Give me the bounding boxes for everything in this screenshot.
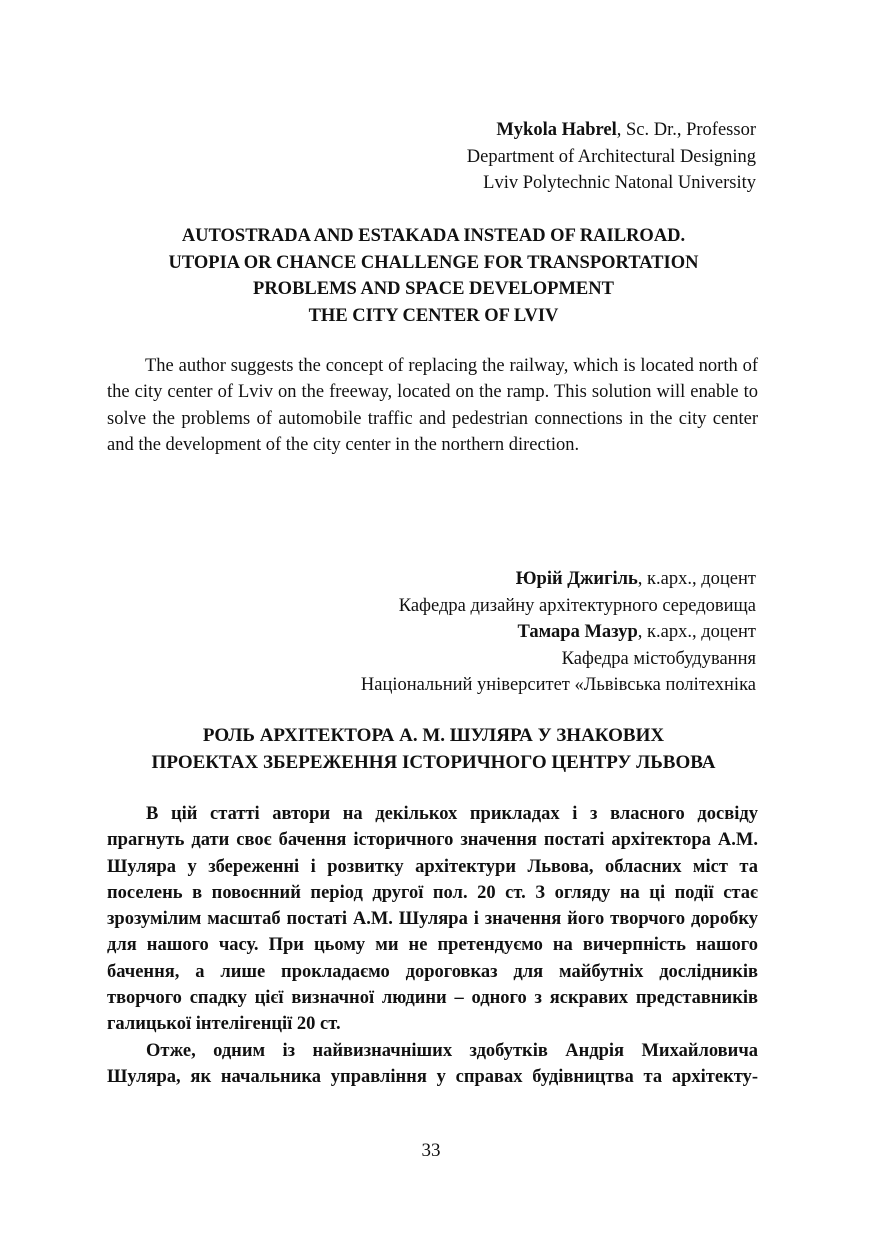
article1-author-block bbox=[156, 117, 756, 197]
article2-paragraph: Отже, одним із найвизначніших здобутків Андрія Михайловича Шуляра, як начальника управління у справах будівництва та архітекту- bbox=[107, 1040, 758, 1087]
article1-title bbox=[108, 223, 759, 329]
article2-title-line: РОЛЬ АРХІТЕКТОРА А. М. ШУЛЯРА У ЗНАКОВИХ bbox=[202, 725, 665, 746]
article1-title-line: THE CITY CENTER OF LVIV bbox=[308, 305, 559, 326]
article2-author2-title: , к.арх., доцент bbox=[637, 622, 756, 642]
article2-author1-line bbox=[106, 566, 756, 593]
article1-author-title: , Sc. Dr., Professor bbox=[616, 120, 756, 140]
article2-title bbox=[108, 722, 759, 776]
article2-paragraph: В цій статті автори на декількох прикладах і з власного досвіду прагнуть дати своє бачення історичного значення постаті архітектора А.М. Шуляра у збереженні і розвитку архітектури Львова, обласних міст та поселень в повоєнний період другої пол. 20 ст. З огляду на ці події стає зрозумілим масштаб постаті А.М. Шуляра і значення його творчого доробку для нашого часу. При цьому ми не претендуємо на вичерпність нашого бачення, а лише прокладаємо дороговказ для майбутніх дослідників творчого спадку цієї визначної людини – одного з яскравих представників галицької інтелігенції 20 ст. bbox=[107, 804, 758, 1035]
article1-abstract-text: The author suggests the concept of replacing the railway, which is located north of the city center of Lviv on the freeway, located on the ramp. This solution will enable to solve the problems of automobile traffic and pedestrian connections in the city center and the development of the city center in the northern direction. bbox=[107, 356, 758, 456]
article2-body bbox=[107, 801, 758, 1090]
article1-title-line: PROBLEMS AND SPACE DEVELOPMENT bbox=[253, 279, 614, 299]
article2-author1-department: Кафедра дизайну архітектурного середовища bbox=[398, 595, 756, 616]
article2-author2-department: Кафедра містобудування bbox=[561, 648, 756, 669]
article1-department: Department of Architectural Designing bbox=[466, 146, 756, 167]
article2-author2-line bbox=[106, 619, 756, 646]
article2-author-block bbox=[106, 566, 756, 699]
article1-title-line: UTOPIA OR CHANCE CHALLENGE FOR TRANSPORTATION bbox=[168, 252, 699, 273]
article2-university: Національний університет «Львівська політехніка bbox=[360, 675, 756, 695]
article2-author2-name: Тамара Мазур bbox=[517, 622, 638, 642]
article1-title-line: AUTOSTRADA AND ESTAKADA INSTEAD OF RAILROAD. bbox=[181, 226, 686, 246]
article1-author-line bbox=[156, 117, 756, 144]
article1-university: Lviv Polytechnic Natonal University bbox=[483, 173, 756, 193]
article2-author1-title: , к.арх., доцент bbox=[637, 569, 756, 589]
article2-title-line: ПРОЕКТАХ ЗБЕРЕЖЕННЯ ІСТОРИЧНОГО ЦЕНТРУ ЛЬВОВА bbox=[151, 752, 716, 773]
page-number: 33 bbox=[421, 1140, 441, 1161]
article2-author1-name: Юрій Джигіль bbox=[515, 569, 638, 589]
article1-abstract bbox=[107, 353, 758, 459]
article1-author-name: Mykola Habrel bbox=[496, 120, 617, 140]
